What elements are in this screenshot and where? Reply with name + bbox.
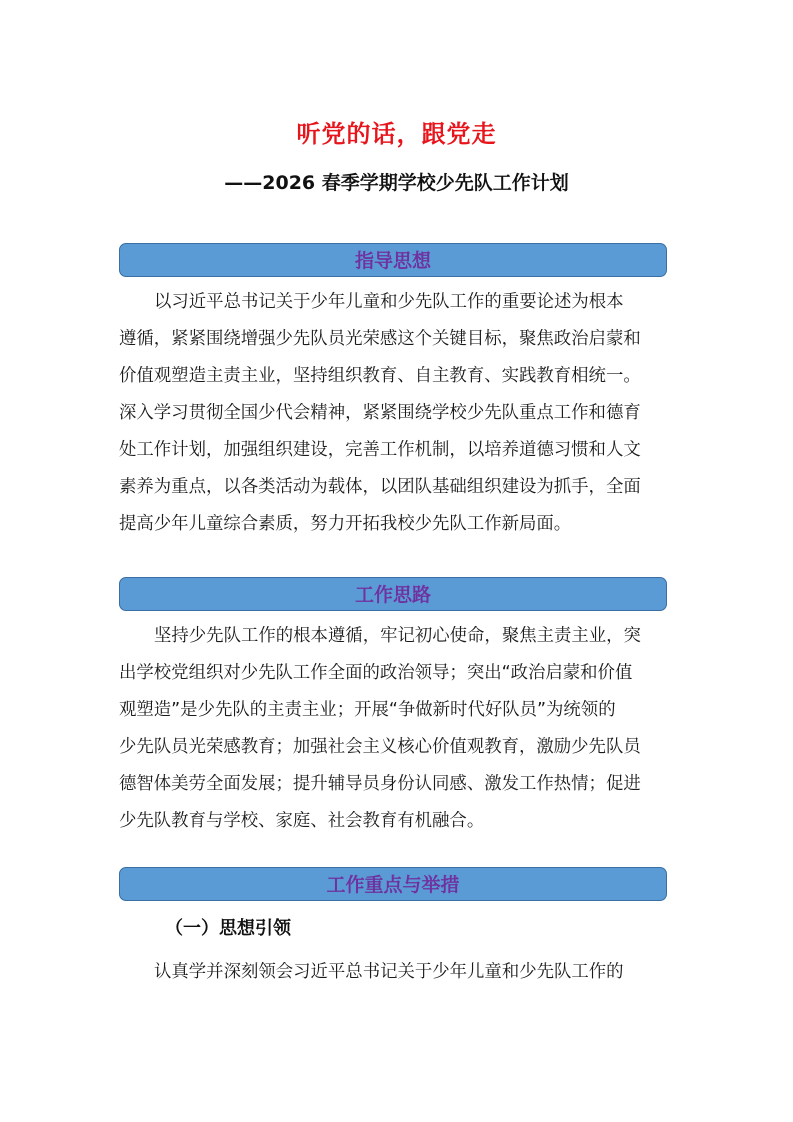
paragraph-line: 处工作计划，加强组织建设，完善工作机制，以培养道德习惯和人文 [119,440,641,460]
paragraph-line: 少先队员光荣感教育；加强社会主义核心价值观教育，激励少先队员 [119,737,641,757]
paragraph-line: 深入学习贯彻全国少代会精神，紧紧围绕学校少先队重点工作和德育 [119,403,641,423]
paragraph-line: 提高少年儿童综合素质，努力开拓我校少先队工作新局面。 [119,514,572,534]
paragraph-line: 坚持少先队工作的根本遵循，牢记初心使命，聚焦主责主业，突 [154,626,641,646]
section-heading-approach: 工作思路 [119,577,667,611]
paragraph-line: 少先队教育与学校、家庭、社会教育有机融合。 [119,811,485,831]
document-subtitle: ——2026 春季学期学校少先队工作计划 [224,172,569,194]
section-heading-guiding: 指导思想 [119,243,667,277]
paragraph-line: 出学校党组织对少先队工作全面的政治领导；突出“政治启蒙和价值 [119,663,633,683]
paragraph-line: 观塑造”是少先队的主责主业；开展“争做新时代好队员”为统领的 [119,700,616,720]
paragraph-approach [119,618,677,840]
document-title: 听党的话，跟党走 [296,120,497,148]
paragraph-line: 价值观塑造主责主业，坚持组织教育、自主教育、实践教育相统一。 [119,366,641,386]
paragraph-guiding [119,284,677,543]
paragraph-line: 以习近平总书记关于少年儿童和少先队工作的重要论述为根本 [154,292,624,312]
paragraph-focus [119,954,677,991]
paragraph-line: 德智体美劳全面发展；提升辅导员身份认同感、激发工作热情；促进 [119,774,641,794]
section-heading-focus: 工作重点与举措 [119,867,667,901]
paragraph-line: 遵循，紧紧围绕增强少先队员光荣感这个关键目标，聚焦政治启蒙和 [119,329,641,349]
paragraph-line: 素养为重点，以各类活动为载体，以团队基础组织建设为抓手，全面 [119,477,641,497]
paragraph-line: 认真学并深刻领会习近平总书记关于少年儿童和少先队工作的 [154,962,624,982]
subsection-heading: （一）思想引领 [165,918,291,939]
